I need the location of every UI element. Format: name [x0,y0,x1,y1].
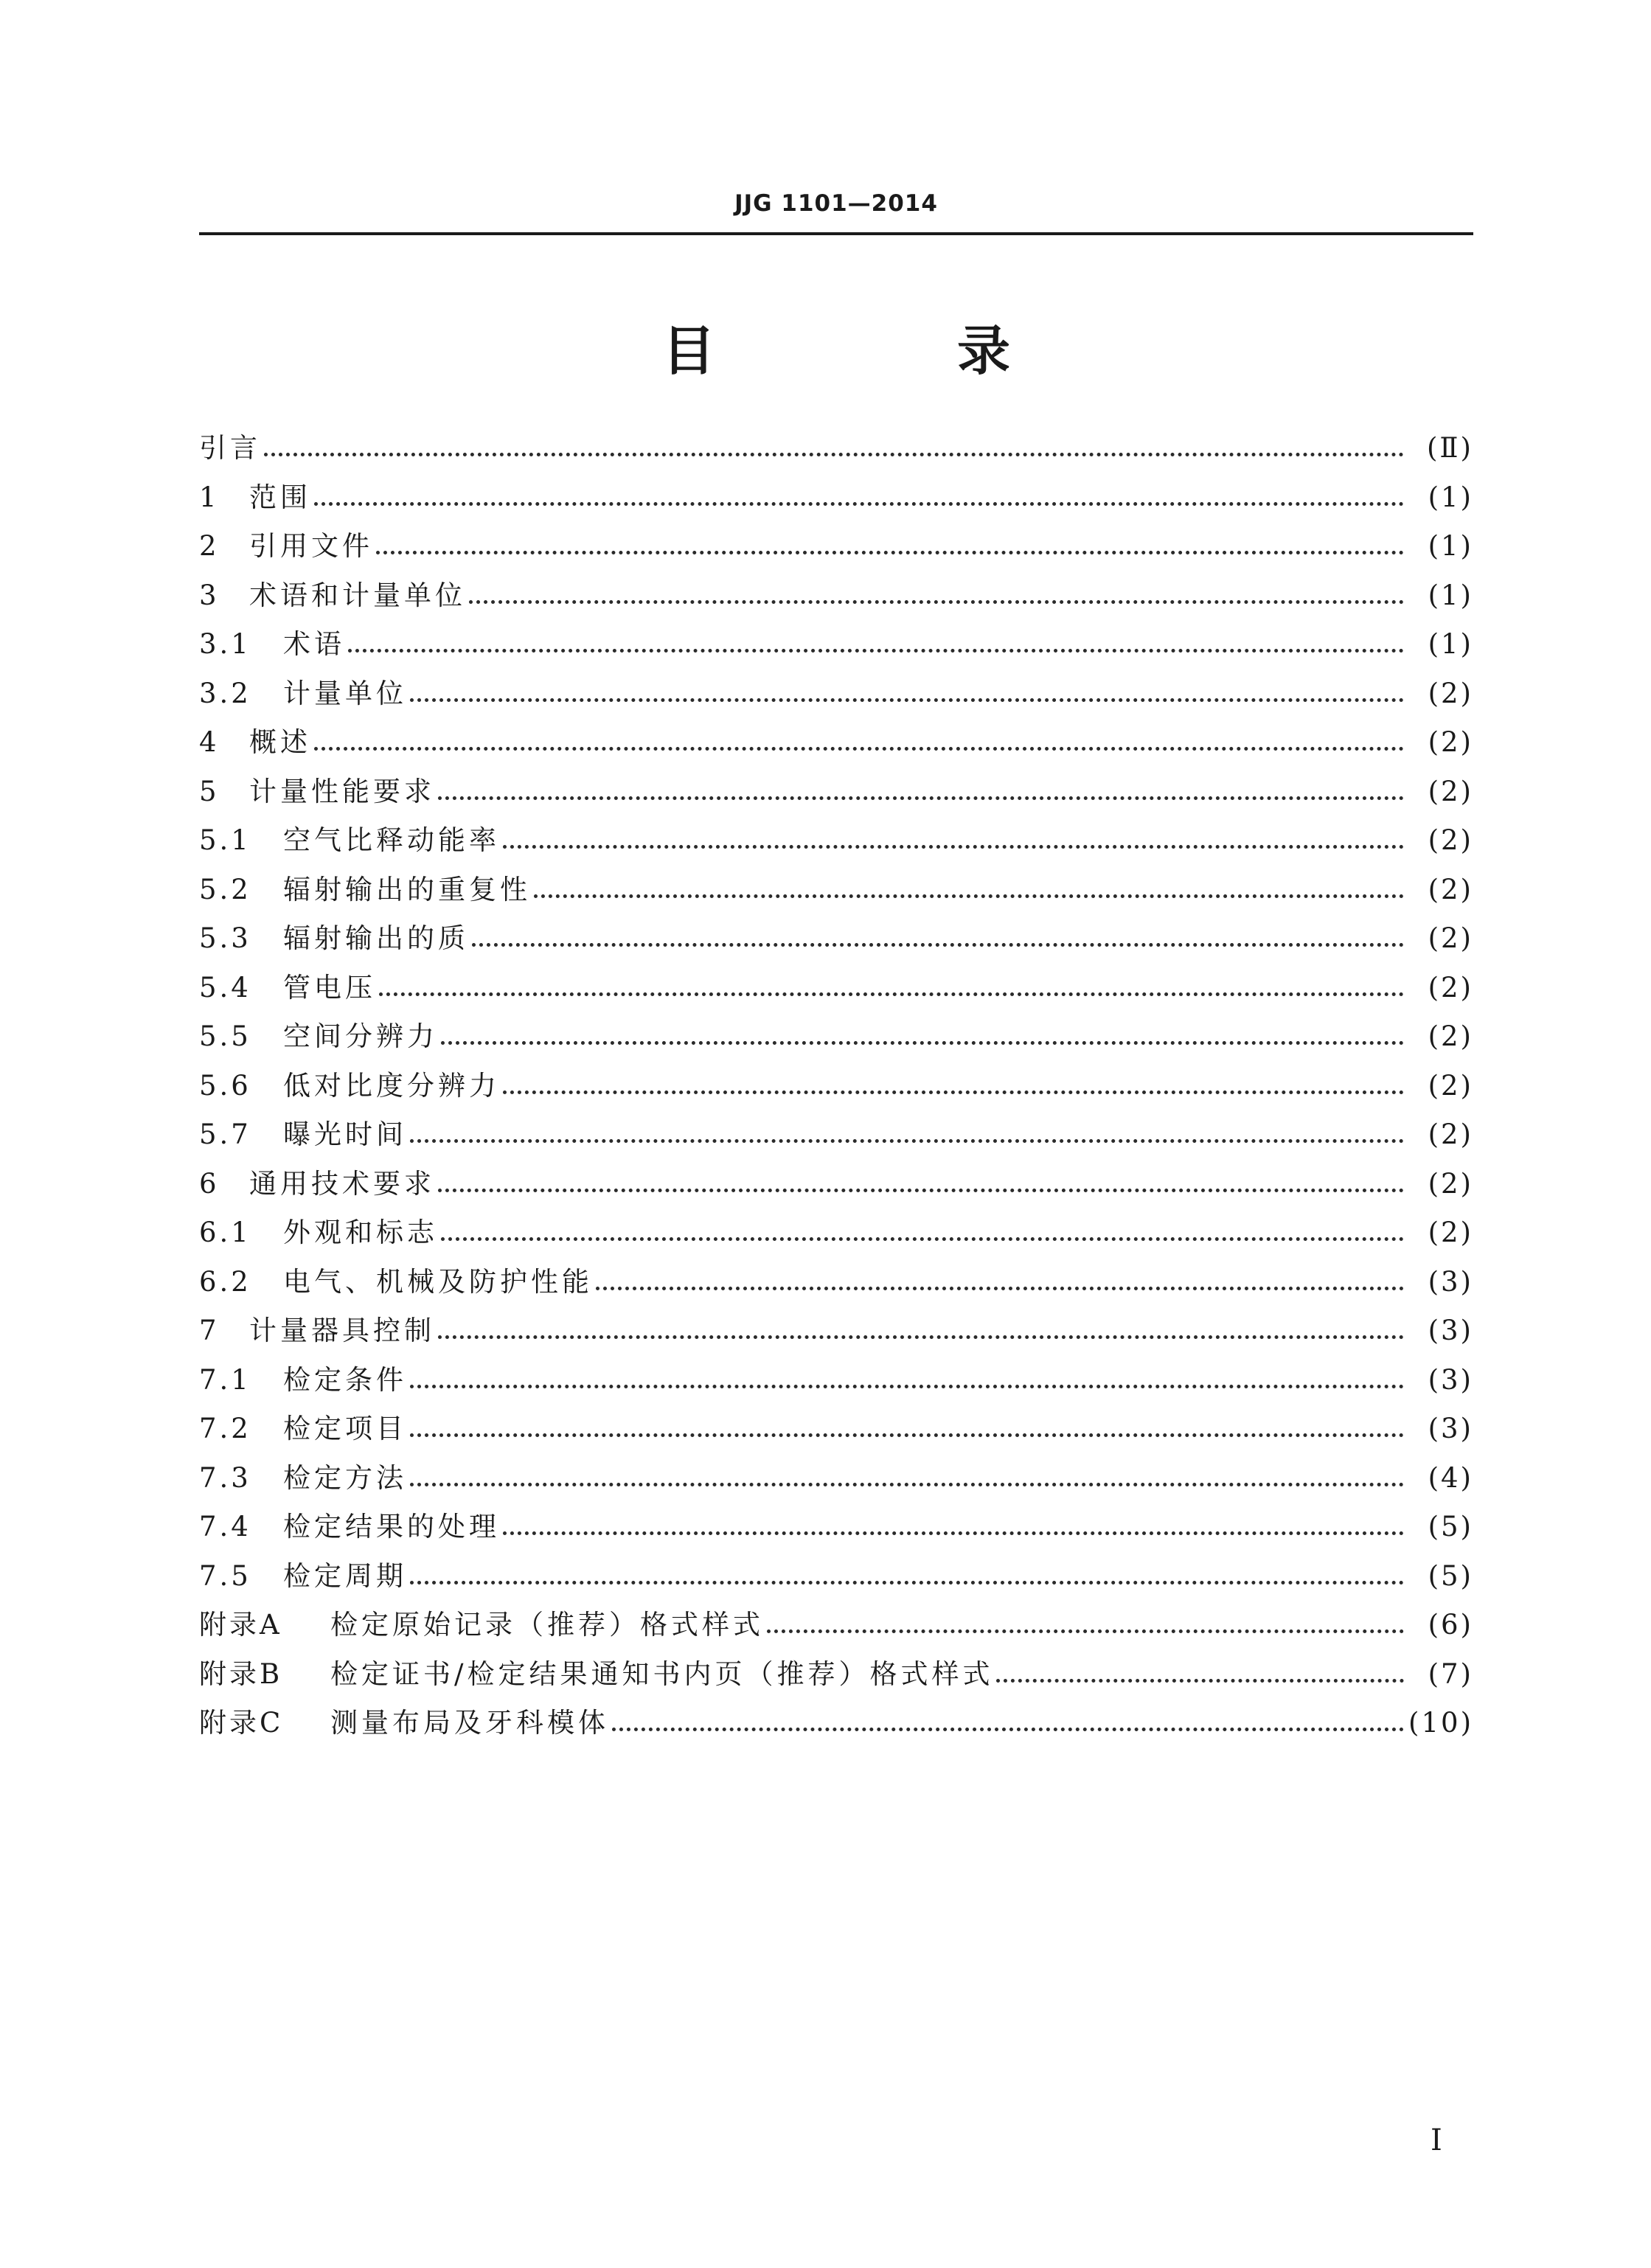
toc-entry[interactable] [199,1699,1473,1748]
toc-entry-page: (2) [1428,1167,1473,1200]
toc-entry-page: (1) [1428,481,1473,513]
toc-entry-page: (2) [1428,1119,1473,1150]
toc-entry-page: (7) [1428,1657,1473,1690]
toc-entry-title: 检定周期 [283,1559,407,1592]
toc-entry[interactable] [199,1503,1473,1552]
toc-entry[interactable] [199,866,1473,915]
toc-entry-title: 检定证书/检定结果通知书内页（推荐）格式样式 [330,1657,994,1690]
toc-entry-number: 7 [199,1315,220,1346]
toc-entry[interactable] [199,1552,1473,1601]
toc-entry-title: 电气、机械及防护性能 [283,1265,593,1298]
toc-entry-number: 7.4 [199,1511,251,1542]
header-rule [199,232,1473,235]
page-number: I [1431,2123,1442,2157]
toc-entry-number: 7.5 [199,1559,251,1592]
toc-dot-leader [410,1580,1404,1585]
toc-entry-title: 范围 [249,481,311,513]
toc-entry-page: (10) [1408,1707,1473,1739]
toc-entry-number: 附录A [199,1609,282,1641]
toc-entry-number: 6 [199,1167,220,1200]
toc-entry-title: 外观和标志 [283,1217,438,1248]
toc-dot-leader [438,1188,1404,1192]
toc-dot-leader [379,992,1404,996]
toc-entry-title: 检定原始记录（推荐）格式样式 [330,1609,764,1641]
toc-entry-page: (2) [1428,971,1473,1003]
toc-entry[interactable] [199,1601,1473,1650]
toc-entry-number: 3.1 [199,628,251,660]
toc-entry[interactable] [199,1062,1473,1111]
toc-entry-title: 空间分辨力 [283,1020,438,1052]
toc-entry[interactable] [199,1110,1473,1160]
toc-entry-title: 管电压 [283,971,376,1003]
toc-entry[interactable] [199,1012,1473,1062]
toc-entry-title: 术语和计量单位 [249,579,466,611]
toc-entry-number: 7.2 [199,1413,251,1444]
toc-entry-number: 4 [199,726,220,758]
toc-entry[interactable] [199,816,1473,866]
toc-dot-leader [410,698,1404,702]
toc-entry-title: 检定结果的处理 [283,1511,500,1542]
toc-entry-number: 5 [199,775,220,807]
toc-entry-page: (1) [1428,579,1473,611]
toc-entry-page: (3) [1428,1315,1473,1346]
toc-entry-page: (2) [1428,775,1473,807]
toc-entry-number: 5.1 [199,824,251,856]
toc-entry-title: 计量单位 [283,677,407,709]
toc-entry-number: 附录C [199,1707,284,1739]
toc-entry-page: (5) [1428,1511,1473,1542]
toc-entry-page: (5) [1428,1559,1473,1592]
toc-entry-title: 计量器具控制 [249,1315,435,1346]
toc-entry-title: 测量布局及牙科模体 [330,1707,609,1739]
toc-entry-title: 术语 [283,628,345,660]
page-title: 目 录 [661,320,1105,382]
toc-entry-page: (6) [1428,1609,1473,1641]
toc-entry-number: 3 [199,579,220,611]
toc-entry[interactable] [199,914,1473,964]
toc-entry-title: 引用文件 [249,530,373,562]
toc-dot-leader [314,746,1404,751]
toc-entry-number: 2 [199,530,220,562]
toc-entry[interactable] [199,1208,1473,1258]
toc-entry-page: (1) [1428,628,1473,660]
toc-dot-leader [410,1138,1404,1143]
toc-dot-leader [503,844,1404,849]
toc-entry-page: (2) [1428,726,1473,758]
toc-entry[interactable] [199,964,1473,1013]
toc-entry-page: (3) [1428,1413,1473,1444]
table-of-contents [199,424,1473,1748]
toc-entry-title: 辐射输出的质 [283,922,469,954]
toc-entry-page: (2) [1428,922,1473,954]
toc-entry-page: (3) [1428,1265,1473,1298]
toc-entry-page: (2) [1428,824,1473,856]
toc-entry[interactable] [199,571,1473,621]
toc-entry[interactable] [199,1307,1473,1356]
toc-dot-leader [441,1236,1404,1241]
toc-entry-number: 7.3 [199,1461,251,1494]
toc-entry-title: 空气比释动能率 [283,824,500,856]
toc-dot-leader [314,501,1404,506]
toc-dot-leader [410,1384,1404,1388]
toc-entry[interactable] [199,522,1473,571]
toc-entry-page: (2) [1428,677,1473,709]
toc-entry-title: 低对比度分辨力 [283,1069,500,1102]
toc-dot-leader [503,1090,1404,1094]
toc-entry-title: 引言 [199,432,261,464]
toc-entry-number: 5.7 [199,1119,251,1150]
toc-dot-leader [534,894,1404,898]
toc-entry[interactable] [199,718,1473,768]
toc-entry-title: 概述 [249,726,311,758]
toc-entry-number: 5.6 [199,1069,251,1102]
toc-entry-number: 5.4 [199,971,251,1003]
toc-entry[interactable] [199,1405,1473,1454]
toc-entry-page: (4) [1428,1461,1473,1494]
toc-entry-number: 1 [199,481,220,513]
toc-entry-number: 5.2 [199,873,251,905]
toc-entry-title: 辐射输出的重复性 [283,873,531,905]
toc-dot-leader [438,1335,1404,1339]
toc-entry[interactable] [199,424,1473,473]
toc-entry-number: 6.1 [199,1217,251,1248]
toc-entry-page: (2) [1428,1069,1473,1102]
toc-entry[interactable] [199,473,1473,523]
toc-entry-number: 附录B [199,1657,283,1690]
toc-dot-leader [612,1727,1404,1731]
toc-entry-page: (2) [1428,873,1473,905]
toc-entry-number: 6.2 [199,1265,251,1298]
toc-dot-leader [596,1286,1404,1290]
toc-dot-leader [376,550,1404,554]
toc-dot-leader [410,1433,1404,1437]
toc-entry-title: 计量性能要求 [249,775,435,807]
toc-entry[interactable] [199,1454,1473,1503]
toc-entry-title: 检定项目 [283,1413,407,1444]
toc-entry-title: 检定方法 [283,1461,407,1494]
toc-dot-leader [438,796,1404,800]
toc-dot-leader [264,452,1404,456]
toc-entry[interactable] [199,1650,1473,1700]
toc-entry-page: (3) [1428,1363,1473,1396]
toc-entry[interactable] [199,620,1473,669]
toc-dot-leader [996,1678,1404,1683]
toc-dot-leader [410,1482,1404,1486]
toc-entry-page: (Ⅱ) [1426,432,1473,464]
toc-dot-leader [469,599,1404,604]
toc-entry[interactable] [199,1356,1473,1405]
toc-entry-number: 7.1 [199,1363,251,1396]
toc-entry-number: 5.5 [199,1020,251,1052]
toc-entry-number: 5.3 [199,922,251,954]
toc-dot-leader [348,648,1404,653]
toc-entry[interactable] [199,768,1473,817]
toc-dot-leader [503,1531,1404,1535]
toc-entry-page: (1) [1428,530,1473,562]
toc-entry-page: (2) [1428,1020,1473,1052]
toc-entry[interactable] [199,669,1473,719]
toc-entry-title: 通用技术要求 [249,1167,435,1200]
toc-entry-title: 曝光时间 [283,1119,407,1150]
standard-code-header: JJG 1101—2014 [734,190,938,217]
toc-dot-leader [441,1040,1404,1045]
toc-dot-leader [767,1629,1404,1633]
toc-entry-number: 3.2 [199,677,251,709]
toc-entry[interactable] [199,1258,1473,1307]
toc-dot-leader [472,942,1404,947]
toc-entry-title: 检定条件 [283,1363,407,1396]
toc-entry[interactable] [199,1160,1473,1209]
toc-entry-page: (2) [1428,1217,1473,1248]
